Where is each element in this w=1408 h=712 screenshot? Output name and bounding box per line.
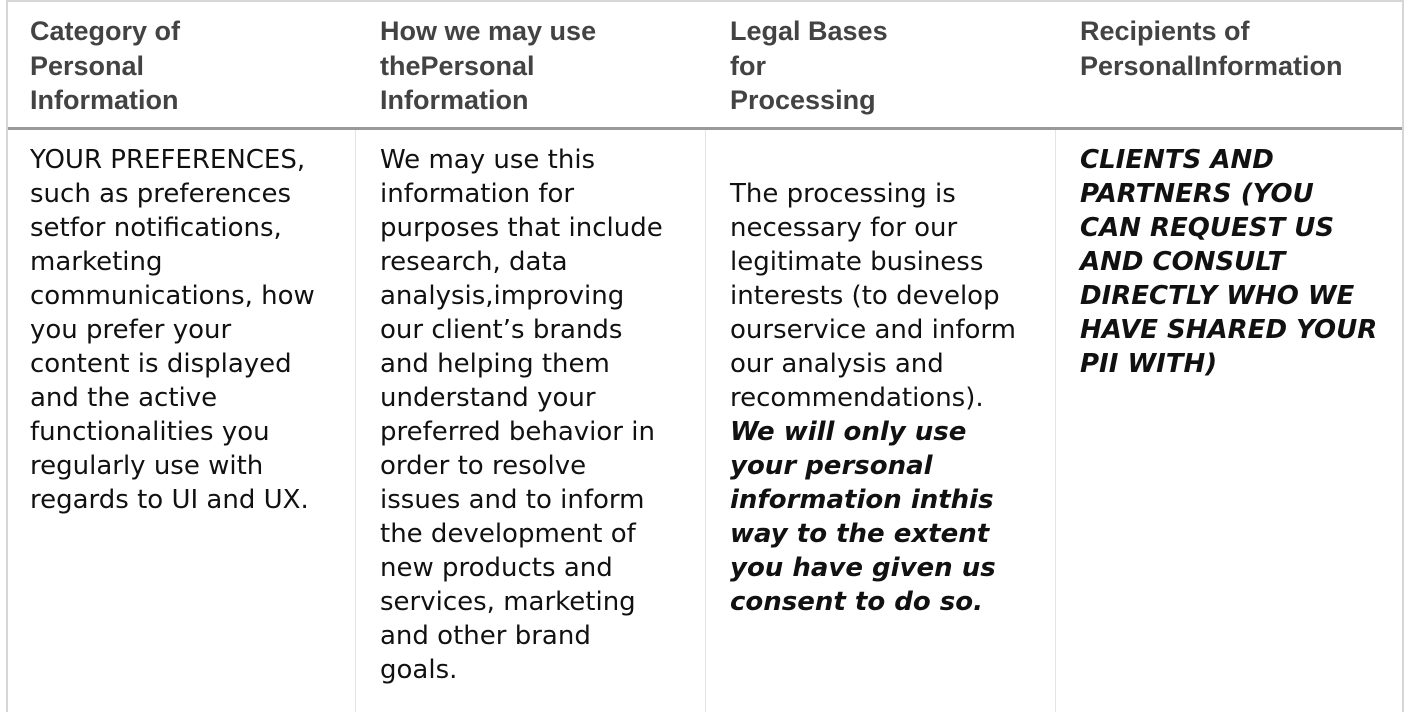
- cell-recipients: CLIENTS AND PARTNERS (YOU CAN REQUEST US AND CONSULT DIRECTLY WHO WE HAVE SHARED YOUR PII WITH): [1080, 145, 1378, 379]
- legal-basis-emphasis: We will only use your personal information inthis way to the extent you have given us consent to do so.: [730, 417, 996, 617]
- header-legal-basis: Legal Bases for Processing: [730, 16, 888, 115]
- header-usage: How we may use thePersonal Information: [380, 16, 597, 115]
- cell-usage: We may use this information for purposes that include research, data analysis,improving our client’s brands and helping them understand your preferred behavior in order to resolve issues and to inform the development of new products and services, marketing and other brand goals.: [380, 145, 663, 685]
- personal-information-table: [6, 0, 1404, 712]
- cell-category: YOUR PREFERENCES, such as preferences setfor notifications, marketing communications, how you prefer your content is displayed and the active functionalities you regularly use with regards to UI and UX.: [30, 145, 315, 515]
- header-recipients: Recipients of PersonalInformation: [1080, 16, 1343, 81]
- header-category: Category of Personal Information: [30, 16, 181, 115]
- legal-basis-text: The processing is necessary for our legitimate business interests (to develop ourservice and inform our analysis and recommendations).: [730, 179, 1016, 413]
- cell-legal-basis: [730, 143, 1050, 653]
